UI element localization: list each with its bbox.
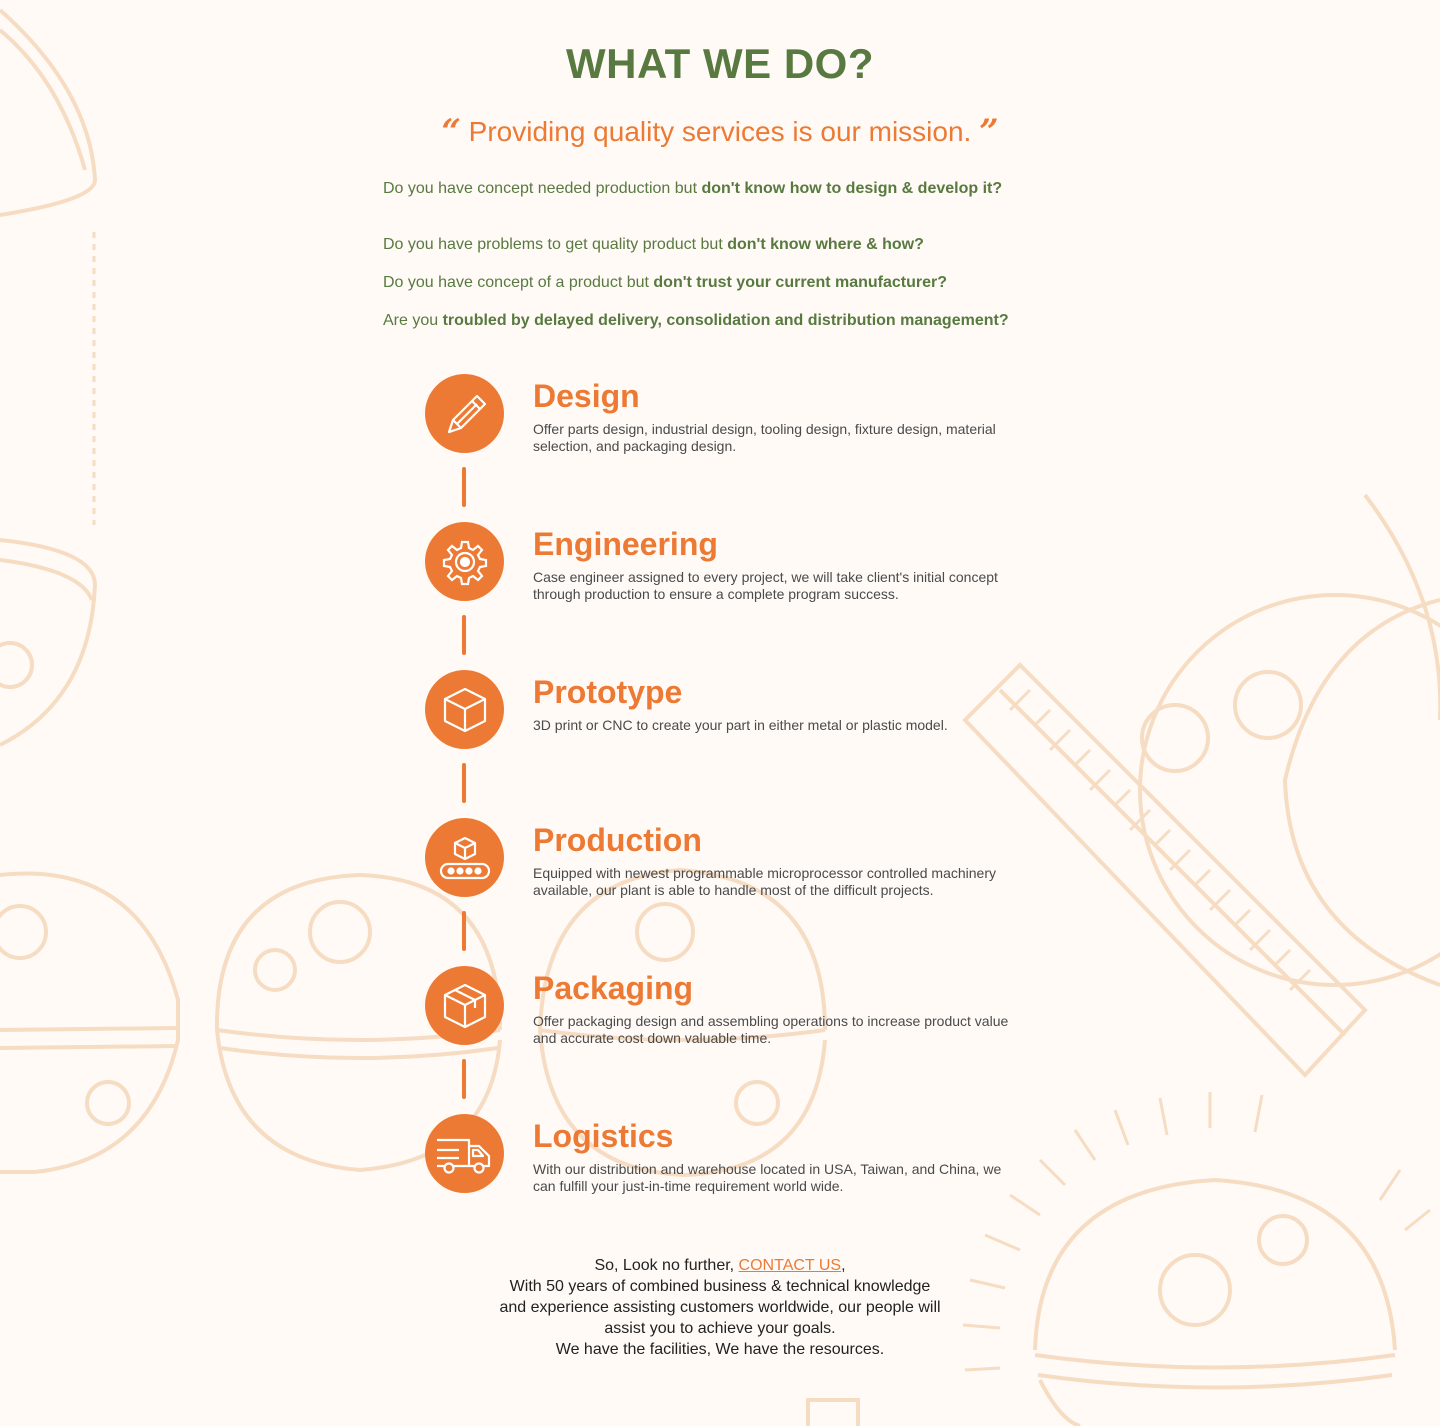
open-quote-icon: “ bbox=[441, 112, 461, 152]
closing-lead: So, Look no further, bbox=[594, 1257, 739, 1274]
mission-statement bbox=[0, 112, 1440, 152]
timeline-connector bbox=[462, 911, 466, 951]
truck-icon bbox=[425, 1114, 504, 1193]
service-description: Offer packaging design and assembling operations to increase product value and accurate cost down valuable time. bbox=[533, 1013, 1009, 1046]
box-icon bbox=[425, 966, 504, 1045]
pencil-icon bbox=[425, 374, 504, 453]
contact-us-link[interactable]: CONTACT US bbox=[738, 1257, 842, 1274]
question-text: Do you have concept of a product but bbox=[383, 274, 654, 291]
service-description: Offer parts design, industrial design, tooling design, fixture design, material selection, and packaging design. bbox=[533, 421, 996, 454]
question-item bbox=[383, 274, 1063, 292]
question-text: Do you have problems to get quality product but bbox=[383, 236, 728, 253]
closing-text bbox=[0, 1255, 1440, 1360]
question-text: Do you have concept needed production but bbox=[383, 180, 702, 197]
conveyor-icon bbox=[425, 818, 504, 897]
closing-line: assist you to achieve your goals. bbox=[604, 1320, 836, 1337]
service-description: Equipped with newest programmable microprocessor controlled machinery available, our plant is able to handle most of the difficult projects. bbox=[533, 865, 996, 898]
service-title: Logistics bbox=[533, 1118, 674, 1154]
question-emphasis: troubled by delayed delivery, consolidation and distribution management? bbox=[442, 312, 1009, 329]
closing-line: With 50 years of combined business & technical knowledge bbox=[509, 1278, 931, 1295]
question-emphasis: don't know how to design & develop it? bbox=[701, 180, 1003, 197]
service-title: Prototype bbox=[533, 674, 683, 710]
close-quote-icon: ” bbox=[979, 112, 999, 152]
closing-line: We have the facilities, We have the resources. bbox=[555, 1341, 885, 1358]
timeline-connector bbox=[462, 615, 466, 655]
timeline-connector bbox=[462, 467, 466, 507]
timeline-connector bbox=[462, 763, 466, 803]
service-title: Production bbox=[533, 822, 702, 858]
question-text: Are you bbox=[383, 312, 443, 329]
timeline-connector bbox=[462, 1059, 466, 1099]
closing-comma: , bbox=[841, 1257, 846, 1274]
cube-icon bbox=[425, 670, 504, 749]
service-description: With our distribution and warehouse located in USA, Taiwan, and China, we can fulfill your just-in-time requirement world wide. bbox=[533, 1161, 1002, 1194]
question-emphasis: don't know where & how? bbox=[727, 236, 924, 253]
question-item bbox=[383, 312, 1073, 330]
mission-text: Providing quality services is our mission. bbox=[468, 116, 972, 147]
closing-line: and experience assisting customers worldwide, our people will bbox=[499, 1299, 941, 1316]
section-title: WHAT WE DO? bbox=[566, 40, 874, 87]
question-item bbox=[383, 180, 1043, 198]
service-title: Engineering bbox=[533, 526, 718, 562]
service-description: 3D print or CNC to create your part in either metal or plastic model. bbox=[533, 717, 948, 733]
gear-icon bbox=[425, 522, 504, 601]
question-emphasis: don't trust your current manufacturer? bbox=[653, 274, 948, 291]
service-title: Packaging bbox=[533, 970, 694, 1006]
service-title: Design bbox=[533, 378, 640, 414]
service-description: Case engineer assigned to every project, we will take client's initial concept through production to ensure a complete program success. bbox=[533, 569, 998, 602]
question-item bbox=[383, 236, 1063, 254]
